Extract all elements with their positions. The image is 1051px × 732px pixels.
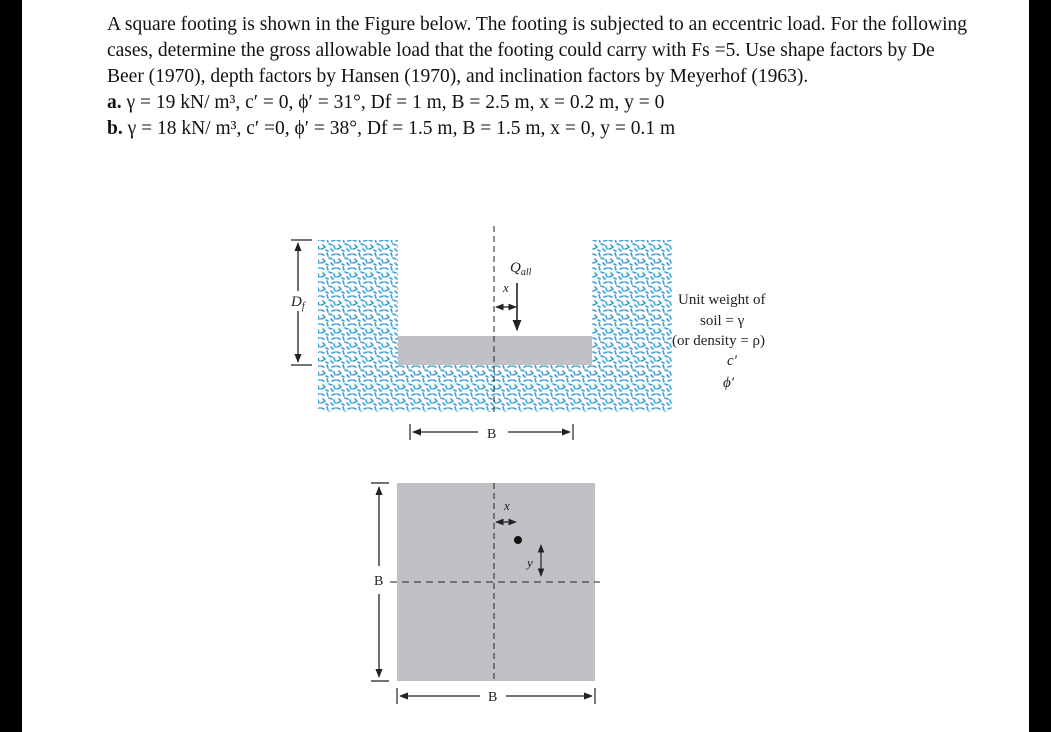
- svg-text:B: B: [487, 427, 497, 442]
- load-label: $Q_{all}$: [510, 260, 532, 278]
- svg-text:Df: $D_f$: [291, 294, 305, 312]
- legend-friction-angle: ϕ′: [723, 375, 735, 391]
- soil-legend: [672, 292, 766, 391]
- case-b-label: b.: [107, 118, 123, 139]
- case-a-text: γ = 19 kN/ m³, c′ = 0, ϕ′ = 31°, Df = 1 m, B = 2.5 m, x = 0.2 m, y = 0: [126, 92, 665, 113]
- soil-section: [318, 240, 672, 412]
- plan-view: [390, 483, 600, 681]
- legend-unit-weight: Unit weight of: [678, 292, 766, 308]
- depth-dimension: [288, 240, 312, 365]
- plan-bottom-dimension: [397, 688, 595, 705]
- plan-x-label: x: [504, 498, 510, 513]
- case-a-label: a.: [107, 92, 122, 113]
- section-x-label: x: [503, 280, 509, 295]
- legend-soil-gamma: soil = γ: [700, 313, 745, 329]
- plan-side-dimension: [371, 483, 389, 681]
- legend-cohesion: c′: [727, 353, 737, 369]
- footing-section: [398, 336, 592, 365]
- section-width-dimension: [410, 424, 573, 442]
- soil-mass: [318, 240, 672, 412]
- load-point: [514, 536, 522, 544]
- legend-density: (or density = ρ): [672, 333, 766, 349]
- problem-statement: A square footing is shown in the Figure below. The footing is subjected to an eccentric load. For the following cases, determine the gross allowable load that the footing could carry with Fs =5. Use shape factors by De Beer (1970), depth factors by Hansen (1970), and inclination factors by Meyerhof (1963).: [107, 14, 967, 87]
- svg-text:B: B: [374, 574, 384, 589]
- plan-y-label: y: [527, 555, 533, 570]
- case-b-text: γ = 18 kN/ m³, c′ =0, ϕ′ = 38°, Df = 1.5 m, B = 1.5 m, x = 0, y = 0.1 m: [127, 118, 676, 139]
- svg-text:B: B: [488, 690, 498, 705]
